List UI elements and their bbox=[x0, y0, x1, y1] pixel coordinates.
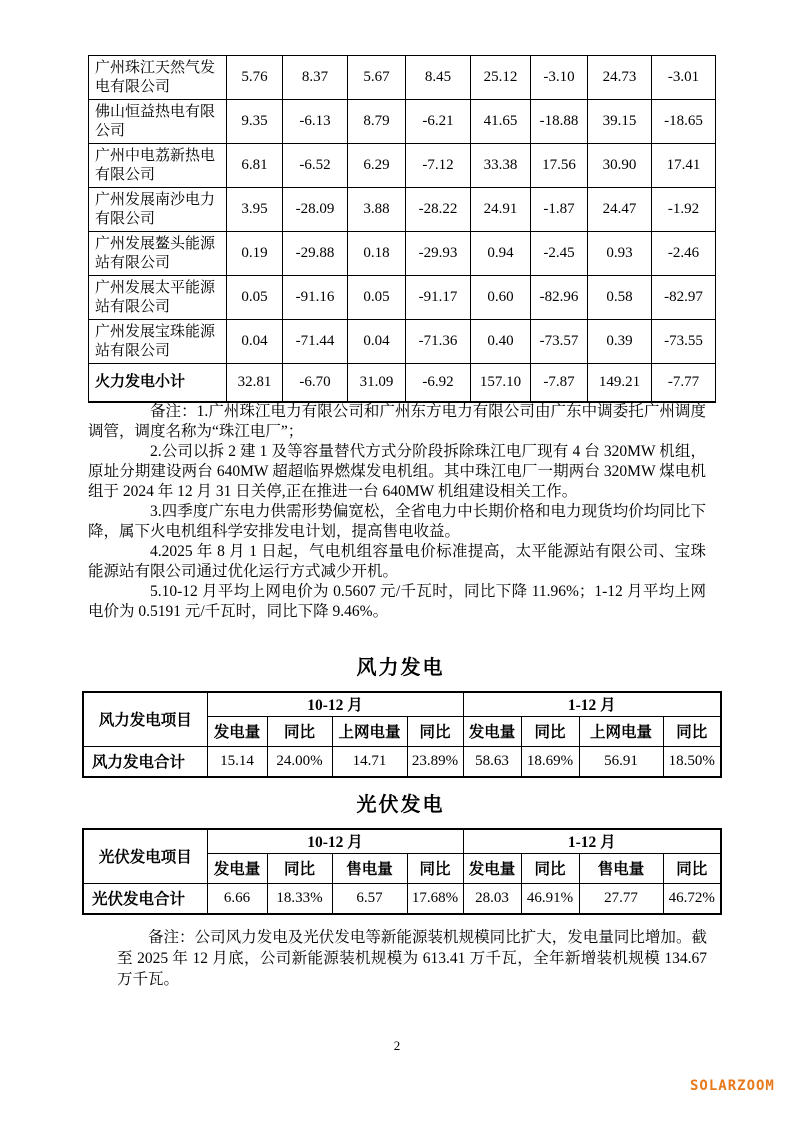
company-name-cell: 广州中电荔新热电有限公司 bbox=[89, 144, 227, 188]
group-header-row bbox=[83, 829, 721, 853]
note-paragraph: 2.公司以拆 2 建 1 及等容量替代方式分阶段拆除珠江电厂现有 4 台 320MW 机组，原址分期建设两台 640MW 超超临界燃煤发电机组。其中珠江电厂一期两台 320MW 煤电机组于 2024 年 12 月 31 日关停,正在推进一台 640MW 机组建设相关工作。 bbox=[88, 443, 706, 500]
value-cell: 0.58 bbox=[588, 276, 652, 320]
metric-column-header: 上网电量 bbox=[332, 716, 407, 746]
value-cell: 9.35 bbox=[227, 100, 283, 144]
metric-column-header: 发电量 bbox=[463, 853, 521, 883]
row-label-cell: 光伏发电合计 bbox=[83, 883, 207, 914]
value-cell: 33.38 bbox=[471, 144, 531, 188]
metric-column-header: 同比 bbox=[267, 853, 332, 883]
metric-column-header: 同比 bbox=[663, 853, 721, 883]
value-cell: -6.70 bbox=[283, 364, 348, 402]
value-cell: 17.68% bbox=[407, 883, 463, 914]
value-cell: 58.63 bbox=[463, 746, 521, 777]
thermal-table-row bbox=[89, 188, 716, 232]
value-cell: -28.22 bbox=[406, 188, 471, 232]
metric-column-header: 同比 bbox=[267, 716, 332, 746]
project-column-header: 光伏发电项目 bbox=[83, 829, 207, 883]
value-cell: -6.52 bbox=[283, 144, 348, 188]
period-group-header: 10-12 月 bbox=[207, 692, 463, 716]
note-paragraph: 备注：1.广州珠江电力有限公司和广州东方电力有限公司由广东中调委托广州调度调管，调度名称为“珠江电厂”； bbox=[88, 403, 706, 440]
thermal-table-row bbox=[89, 100, 716, 144]
value-cell: -1.92 bbox=[652, 188, 716, 232]
value-cell: 23.89% bbox=[407, 746, 463, 777]
value-cell: 0.04 bbox=[348, 320, 406, 364]
value-cell: 6.66 bbox=[207, 883, 267, 914]
value-cell: 5.67 bbox=[348, 56, 406, 100]
value-cell: 46.91% bbox=[521, 883, 579, 914]
value-cell: -91.16 bbox=[283, 276, 348, 320]
value-cell: -7.12 bbox=[406, 144, 471, 188]
project-column-header: 风力发电项目 bbox=[83, 692, 207, 746]
thermal-table-row bbox=[89, 364, 716, 402]
metric-column-header: 上网电量 bbox=[579, 716, 663, 746]
value-cell: 0.93 bbox=[588, 232, 652, 276]
value-cell: 24.00% bbox=[267, 746, 332, 777]
value-cell: -28.09 bbox=[283, 188, 348, 232]
value-cell: 24.73 bbox=[588, 56, 652, 100]
value-cell: -91.17 bbox=[406, 276, 471, 320]
value-cell: -7.77 bbox=[652, 364, 716, 402]
company-name-cell: 广州发展鳌头能源站有限公司 bbox=[89, 232, 227, 276]
wind-table-body bbox=[83, 692, 721, 777]
renewables-note bbox=[117, 927, 707, 990]
value-cell: 3.95 bbox=[227, 188, 283, 232]
period-group-header: 1-12 月 bbox=[463, 692, 721, 716]
company-name-cell: 广州珠江天然气发电有限公司 bbox=[89, 56, 227, 100]
value-cell: -6.92 bbox=[406, 364, 471, 402]
value-cell: -2.46 bbox=[652, 232, 716, 276]
note-paragraph: 5.10-12 月平均上网电价为 0.5607 元/千瓦时，同比下降 11.96%；1-12 月平均上网电价为 0.5191 元/千瓦时，同比下降 9.46%。 bbox=[88, 583, 706, 620]
value-cell: 25.12 bbox=[471, 56, 531, 100]
value-cell: 0.39 bbox=[588, 320, 652, 364]
note-paragraph: 3.四季度广东电力供需形势偏宽松，全省电力中长期价格和电力现货均价均同比下降，属下火电机组科学安排发电计划，提高售电收益。 bbox=[88, 503, 706, 540]
value-cell: -73.57 bbox=[531, 320, 588, 364]
note-paragraph: 备注：公司风力发电及光伏发电等新能源装机规模同比扩大，发电量同比增加。截至 2025 年 12 月底，公司新能源装机规模为 613.41 万千瓦，全年新增装机规模 134.67 万千瓦。 bbox=[117, 929, 707, 988]
row-label-cell: 风力发电合计 bbox=[83, 746, 207, 777]
value-cell: 0.19 bbox=[227, 232, 283, 276]
value-cell: 8.45 bbox=[406, 56, 471, 100]
solarzoom-watermark: SOLARZOOM bbox=[690, 1078, 775, 1094]
value-cell: -2.45 bbox=[531, 232, 588, 276]
value-cell: 24.47 bbox=[588, 188, 652, 232]
value-cell: 18.50% bbox=[663, 746, 721, 777]
value-cell: 28.03 bbox=[463, 883, 521, 914]
value-cell: -6.21 bbox=[406, 100, 471, 144]
wind-power-table bbox=[82, 691, 722, 778]
thermal-power-table bbox=[88, 55, 716, 403]
value-cell: 0.05 bbox=[348, 276, 406, 320]
value-cell: 39.15 bbox=[588, 100, 652, 144]
metric-column-header: 售电量 bbox=[579, 853, 663, 883]
thermal-table-row bbox=[89, 144, 716, 188]
value-cell: 157.10 bbox=[471, 364, 531, 402]
company-name-cell: 佛山恒益热电有限公司 bbox=[89, 100, 227, 144]
value-cell: -18.65 bbox=[652, 100, 716, 144]
value-cell: 0.60 bbox=[471, 276, 531, 320]
metric-column-header: 发电量 bbox=[207, 716, 267, 746]
value-cell: 24.91 bbox=[471, 188, 531, 232]
value-cell: -7.87 bbox=[531, 364, 588, 402]
company-name-cell: 广州发展南沙电力有限公司 bbox=[89, 188, 227, 232]
value-cell: 41.65 bbox=[471, 100, 531, 144]
value-cell: -71.44 bbox=[283, 320, 348, 364]
value-cell: 5.76 bbox=[227, 56, 283, 100]
period-group-header: 1-12 月 bbox=[463, 829, 721, 853]
metric-column-header: 发电量 bbox=[207, 853, 267, 883]
solar-section-title: 光伏发电 bbox=[356, 794, 445, 816]
value-cell: 0.04 bbox=[227, 320, 283, 364]
value-cell: -1.87 bbox=[531, 188, 588, 232]
value-cell: -29.93 bbox=[406, 232, 471, 276]
thermal-table-row bbox=[89, 232, 716, 276]
solar-power-table bbox=[82, 828, 722, 915]
value-cell: 0.18 bbox=[348, 232, 406, 276]
period-group-header: 10-12 月 bbox=[207, 829, 463, 853]
value-cell: 27.77 bbox=[579, 883, 663, 914]
company-name-cell: 火力发电小计 bbox=[89, 364, 227, 402]
data-row bbox=[83, 883, 721, 914]
note-paragraph: 4.2025 年 8 月 1 日起，气电机组容量电价标准提高，太平能源站有限公司、宝珠能源站有限公司通过优化运行方式减少开机。 bbox=[88, 543, 706, 580]
metric-column-header: 同比 bbox=[521, 716, 579, 746]
value-cell: 32.81 bbox=[227, 364, 283, 402]
value-cell: -82.96 bbox=[531, 276, 588, 320]
thermal-table-row bbox=[89, 320, 716, 364]
group-header-row bbox=[83, 692, 721, 716]
value-cell: 30.90 bbox=[588, 144, 652, 188]
value-cell: 6.81 bbox=[227, 144, 283, 188]
metric-column-header: 售电量 bbox=[332, 853, 407, 883]
value-cell: 15.14 bbox=[207, 746, 267, 777]
value-cell: 46.72% bbox=[663, 883, 721, 914]
value-cell: -18.88 bbox=[531, 100, 588, 144]
value-cell: 17.56 bbox=[531, 144, 588, 188]
value-cell: 3.88 bbox=[348, 188, 406, 232]
value-cell: -3.10 bbox=[531, 56, 588, 100]
metric-column-header: 同比 bbox=[407, 853, 463, 883]
wind-section-title: 风力发电 bbox=[356, 657, 445, 679]
value-cell: 149.21 bbox=[588, 364, 652, 402]
value-cell: -6.13 bbox=[283, 100, 348, 144]
value-cell: 0.94 bbox=[471, 232, 531, 276]
company-name-cell: 广州发展宝珠能源站有限公司 bbox=[89, 320, 227, 364]
value-cell: 6.29 bbox=[348, 144, 406, 188]
thermal-table-row bbox=[89, 276, 716, 320]
metric-column-header: 同比 bbox=[663, 716, 721, 746]
value-cell: -29.88 bbox=[283, 232, 348, 276]
value-cell: 0.40 bbox=[471, 320, 531, 364]
value-cell: -71.36 bbox=[406, 320, 471, 364]
company-name-cell: 广州发展太平能源站有限公司 bbox=[89, 276, 227, 320]
data-row bbox=[83, 746, 721, 777]
value-cell: 17.41 bbox=[652, 144, 716, 188]
value-cell: -82.97 bbox=[652, 276, 716, 320]
page-number: 2 bbox=[393, 1038, 401, 1053]
value-cell: 18.69% bbox=[521, 746, 579, 777]
thermal-table-body bbox=[89, 56, 716, 402]
value-cell: -3.01 bbox=[652, 56, 716, 100]
value-cell: 8.37 bbox=[283, 56, 348, 100]
metric-column-header: 发电量 bbox=[463, 716, 521, 746]
value-cell: 6.57 bbox=[332, 883, 407, 914]
metric-column-header: 同比 bbox=[407, 716, 463, 746]
value-cell: 56.91 bbox=[579, 746, 663, 777]
value-cell: 8.79 bbox=[348, 100, 406, 144]
value-cell: 18.33% bbox=[267, 883, 332, 914]
value-cell: 0.05 bbox=[227, 276, 283, 320]
value-cell: 31.09 bbox=[348, 364, 406, 402]
value-cell: 14.71 bbox=[332, 746, 407, 777]
solar-table-body bbox=[83, 829, 721, 914]
thermal-notes bbox=[88, 402, 706, 622]
thermal-table-row bbox=[89, 56, 716, 100]
metric-column-header: 同比 bbox=[521, 853, 579, 883]
value-cell: -73.55 bbox=[652, 320, 716, 364]
